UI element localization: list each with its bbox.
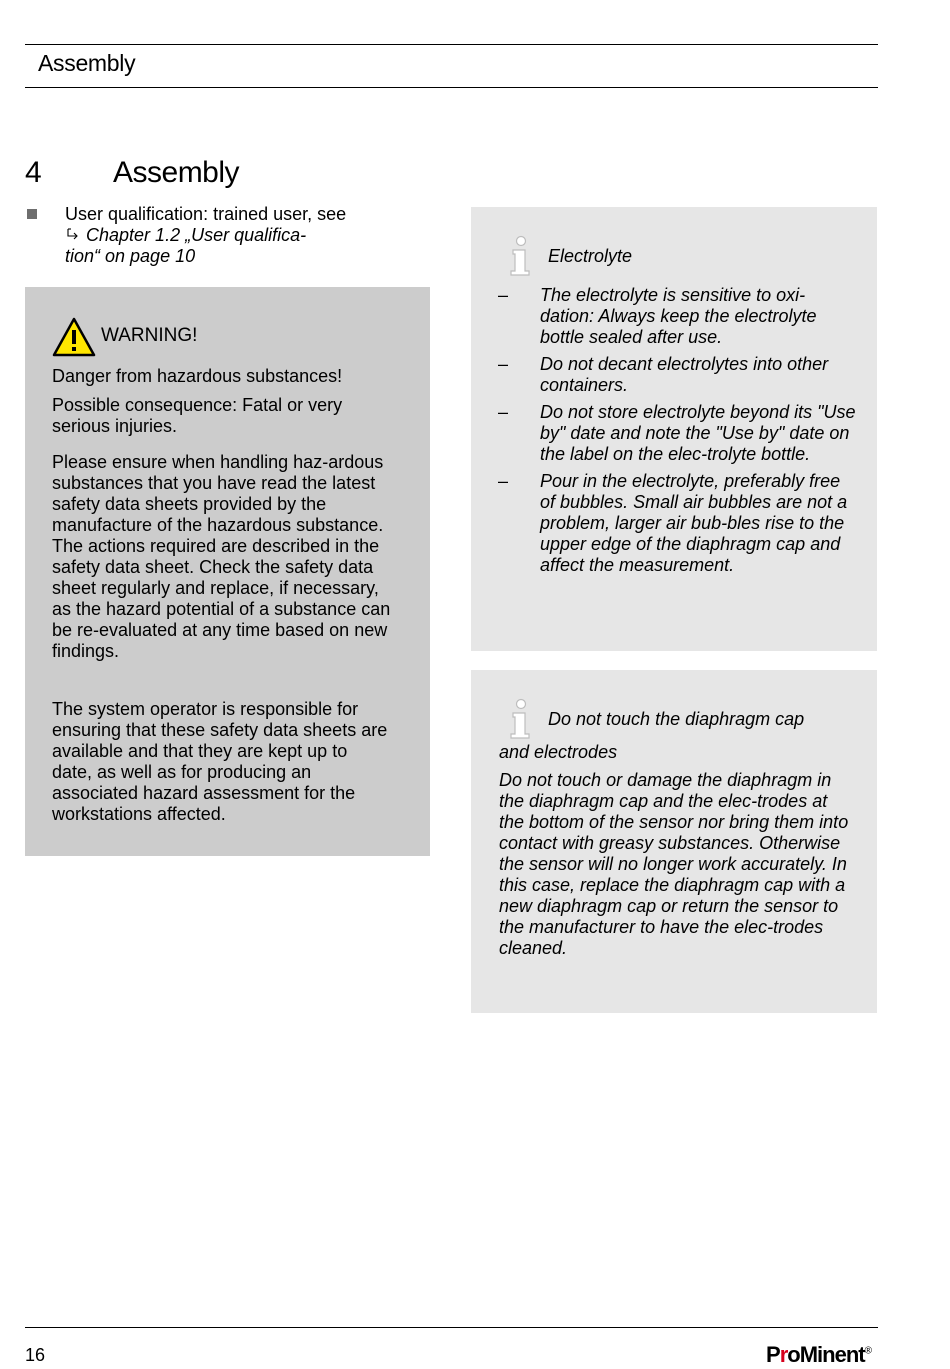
footer-rule (25, 1327, 878, 1328)
info-title-diaphragm-line1: Do not touch the diaphragm cap (548, 709, 805, 729)
header-bottom-rule (25, 87, 878, 88)
qualification-link-line3[interactable]: tion“ on page 10 (65, 246, 196, 266)
info-icon (508, 235, 532, 277)
info-box-electrolyte (471, 207, 877, 651)
warning-consequence: Possible consequence: Fatal or very serious injuries. (52, 395, 343, 436)
info-title-electrolyte: Electrolyte (548, 246, 633, 266)
logo-pro: Pro (766, 1342, 800, 1367)
header-title: Assembly (38, 50, 136, 76)
qualification-link[interactable] (65, 225, 395, 246)
chapter-title: Assembly (113, 156, 240, 189)
info-icon (508, 698, 532, 740)
warning-triangle-icon (52, 317, 96, 357)
arrow-reference-icon (65, 227, 81, 243)
warning-label: WARNING! (101, 325, 198, 346)
list-item: – The electrolyte is sensitive to oxi-dation: Always keep the electrolyte bottle sealed after use. (498, 285, 817, 347)
warning-operator-paragraph: The system operator is responsible for ensuring that these safety data sheets are available and that they are kept up to date, as well as for producing an associated hazard assessment for the workstations affected. (52, 699, 388, 824)
prominent-logo (766, 1342, 872, 1368)
logo-minent: Minent (799, 1342, 865, 1367)
diaphragm-text: Do not touch or damage the diaphragm in the diaphragm cap and the elec-trodes at the bottom of the sensor nor bring them into contact with greasy substances. Otherwise the sensor will no longer work accurately. In this case, replace the diaphragm cap with a new diaphragm cap or return the sensor to the manufacturer to have the elec-trodes cleaned. (499, 770, 849, 958)
warning-paragraph: Please ensure when handling haz-ardous substances that you have read the latest safety data sheets provided by the manufacture of the hazardous substance. The actions required are described in the safety data sheet. Check the safety data sheet regularly and replace, if necessary, as the hazard potential of a substance can be re-evaluated at any time based on new findings. (52, 452, 391, 661)
list-item: – Do not decant electrolytes into other containers. (498, 354, 829, 395)
page-number: 16 (25, 1345, 46, 1365)
user-qualification (65, 204, 395, 267)
warning-danger-heading: Danger from hazardous substances! (52, 366, 343, 386)
list-item: – Pour in the electrolyte, preferably free of bubbles. Small air bubbles are not a problem, larger air bub-bles rise to the upper edge of the diaphragm cap and affect the measurement. (498, 471, 848, 575)
warning-box (25, 287, 430, 856)
qualification-text: User qualification: trained user, see (65, 204, 347, 224)
list-item: – Do not store electrolyte beyond its "Use by" date and note the "Use by" date on the label on the elec-trolyte bottle. (498, 402, 856, 464)
chapter-number: 4 (25, 156, 42, 189)
header-top-rule (25, 44, 878, 45)
electrolyte-list (498, 285, 858, 582)
info-title-diaphragm-line2: and electrodes (499, 742, 618, 762)
logo-registered: ® (864, 1345, 872, 1357)
info-box-diaphragm (471, 670, 877, 1013)
qualification-link-line2: Chapter 1.2 „User qualifica- (86, 225, 307, 245)
square-bullet-icon (27, 209, 37, 219)
